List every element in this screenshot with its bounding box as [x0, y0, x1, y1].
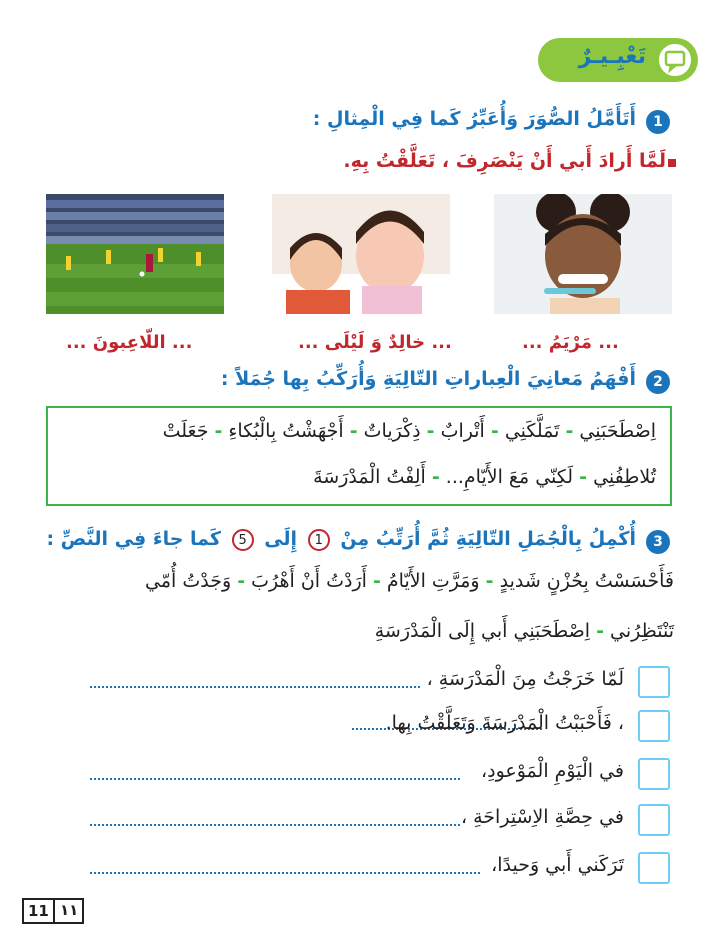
- separator: -: [214, 420, 223, 442]
- order-item-3: في الْيَوْمِ الْمَوْعودِ،: [481, 760, 624, 782]
- vocab-term: تَمَلَّكَنِي: [504, 420, 560, 442]
- order-checkbox-5[interactable]: [638, 852, 670, 884]
- section-title-badge: [538, 38, 698, 82]
- section-title: تَعْبِـيـرٌ: [578, 44, 646, 69]
- photo-football-players: [46, 194, 224, 314]
- vocabulary-box: [46, 406, 672, 506]
- sentence-fragment: تَنْتَظِرُني: [610, 620, 674, 642]
- sentence-fragment: اِصْطَحَبَنِي أَبي إِلَى الْمَدْرَسَةِ: [374, 620, 591, 642]
- question-3-prompt-part-a: أُكْمِلُ بِالْجُمَلِ التّالِيَةِ ثُمَّ أُرَتِّبُ مِنْ: [340, 528, 636, 550]
- answer-dotted-line[interactable]: [90, 824, 460, 826]
- answer-dotted-line[interactable]: [90, 778, 460, 780]
- vocab-term: جَعَلَتْ: [162, 420, 209, 442]
- separator: -: [485, 570, 494, 592]
- sentences-line-2: [375, 620, 674, 642]
- question-1-prompt: أَتَأَمَّلُ الصُّوَرَ وَأُعَبِّرُ كَما فِي الْمِثالِ :: [312, 108, 636, 130]
- sentences-line-1: [145, 570, 674, 592]
- vocab-term: أَجْهَشْتُ بِالْبُكاءِ: [228, 420, 344, 442]
- question-3-prompt-part-b: كَما جاءَ فِي النَّصِّ :: [46, 528, 221, 550]
- vocab-term: أَلِفْتُ الْمَدْرَسَةَ: [313, 466, 426, 488]
- example-bullet-icon: [668, 159, 676, 167]
- separator: -: [596, 620, 604, 642]
- question-number-2: 2: [646, 370, 670, 394]
- separator: -: [490, 420, 499, 442]
- answer-dotted-line[interactable]: [90, 686, 420, 688]
- question-2-prompt: أَفْهَمُ مَعانِيَ الْعِباراتِ التّالِيَةِ وَأُرَكِّبُ بِها جُمَلاً :: [220, 368, 636, 390]
- caption-players: ... اللّاعِبونَ ...: [66, 332, 193, 353]
- sentence-fragment: أَرَدْتُ أَنْ أَهْرُبَ: [251, 570, 367, 592]
- separator: -: [237, 570, 246, 592]
- sentence-fragment: وَمَرَّتِ الأَيّامُ: [386, 570, 480, 592]
- order-item-4: في حِصَّةِ الاِسْتِراحَةِ ،: [460, 806, 624, 828]
- vocab-term: تُلاطِفُنِي: [593, 466, 656, 488]
- order-checkbox-3[interactable]: [638, 758, 670, 790]
- page-number-divider: [53, 900, 55, 922]
- vocabulary-line-2: [313, 466, 656, 488]
- question-number-1: 1: [646, 110, 670, 134]
- separator: -: [426, 420, 435, 442]
- range-to-word: إِلَى: [264, 528, 298, 550]
- page-number-box: [22, 898, 84, 924]
- example-sentence: لَمَّا أَرادَ أَبي أَنْ يَنْصَرِفَ ، تَعَلَّقْتُ بِهِ.: [343, 150, 666, 172]
- page-number-latin: 11: [28, 902, 49, 920]
- photo-girl-brushing-teeth: [494, 194, 672, 314]
- separator: -: [579, 466, 588, 488]
- vocabulary-line-1: [163, 420, 656, 442]
- order-checkbox-4[interactable]: [638, 804, 670, 836]
- photo-boy-and-girl: [272, 194, 450, 314]
- vocab-term: لَكِنّي مَعَ الأَيّامِ...: [445, 466, 574, 488]
- caption-mariam: ... مَرْيَمُ ...: [522, 332, 619, 353]
- separator: -: [349, 420, 358, 442]
- vocab-term: اِصْطَحَبَنِي: [579, 420, 656, 442]
- range-end-circle: 5: [232, 529, 254, 551]
- order-item-5: تَرَكَني أَبي وَحيدًا،: [491, 854, 624, 876]
- order-checkbox-1[interactable]: [638, 666, 670, 698]
- separator: -: [565, 420, 574, 442]
- order-item-2: ، فَأَحْبَبْتُ الْمَدْرَسَةَ وَتَعَلَّقْتُ بِها.: [385, 712, 624, 734]
- page-number-arabic: ١١: [60, 901, 79, 919]
- separator: -: [431, 466, 440, 488]
- vocab-term: ذِكْرَياتٌ: [363, 420, 421, 442]
- vocab-term: أَتْرابٌ: [440, 420, 485, 442]
- question-3-prompt: [46, 528, 636, 551]
- sentence-fragment: وَجَدْتُ أُمّي: [145, 570, 232, 592]
- order-checkbox-2[interactable]: [638, 710, 670, 742]
- order-item-1: لَمّا خَرَجْتُ مِنَ الْمَدْرَسَةِ ،: [426, 668, 624, 690]
- sentence-fragment: فَأَحْسَسْتُ بِحُزْنٍ شَديدٍ: [499, 570, 674, 592]
- range-start-circle: 1: [308, 529, 330, 551]
- separator: -: [372, 570, 381, 592]
- speech-bubble-icon: [656, 41, 694, 79]
- answer-dotted-line[interactable]: [90, 872, 480, 874]
- caption-khaled-layla: ... خالِدٌ وَ لَيْلَى ...: [298, 332, 452, 353]
- question-number-3: 3: [646, 530, 670, 554]
